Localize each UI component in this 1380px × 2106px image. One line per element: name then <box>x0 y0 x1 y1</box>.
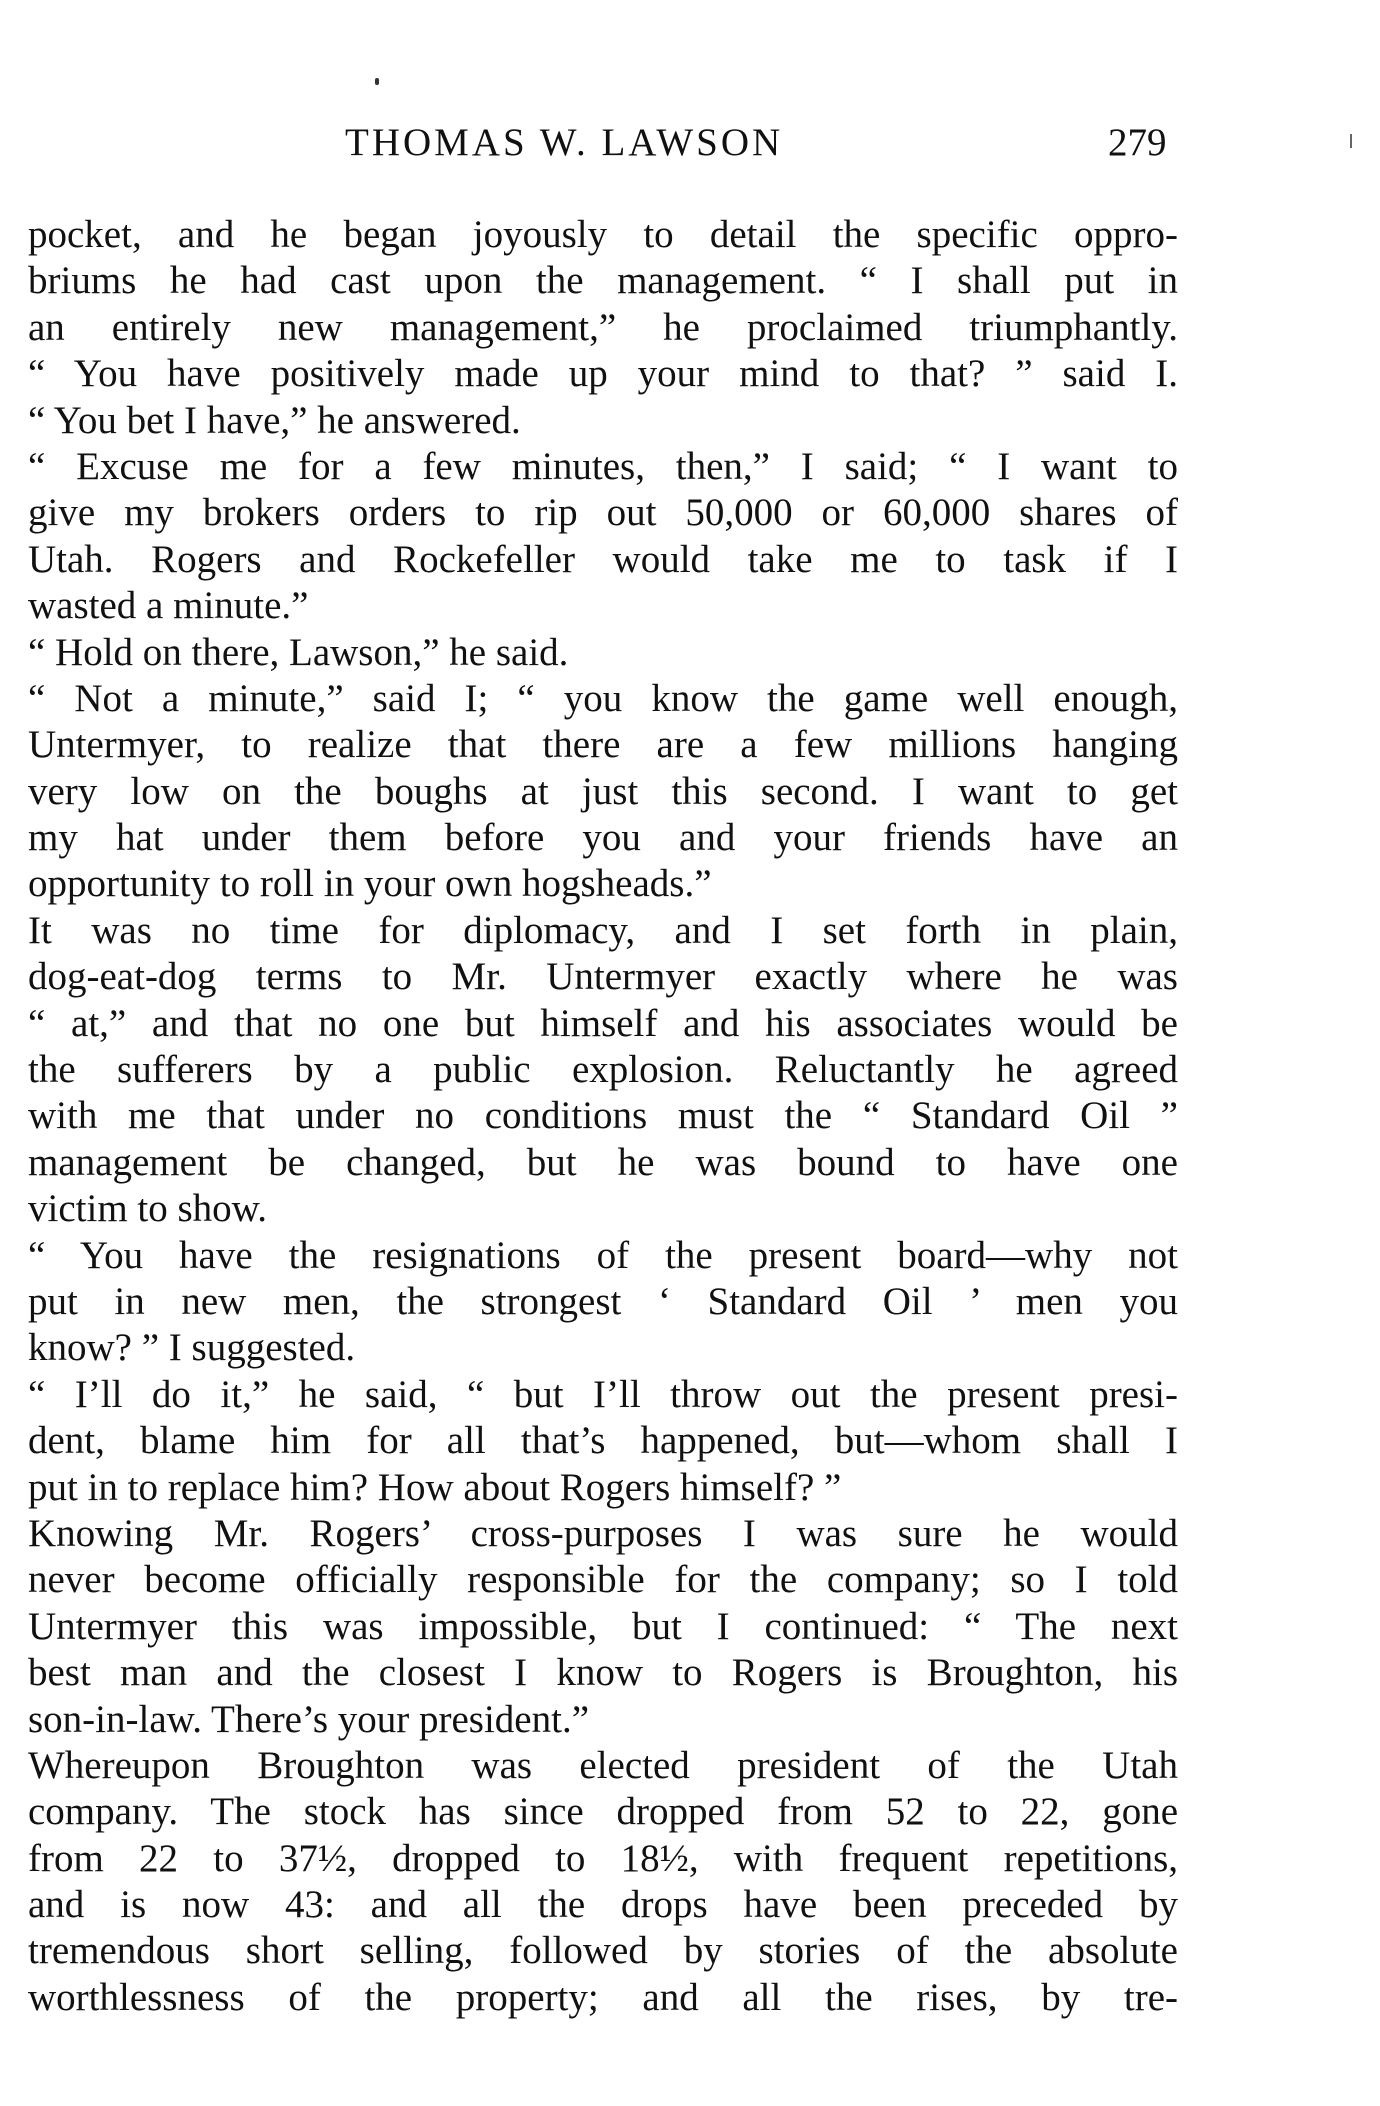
text-line: “ You bet I have,” he answered. <box>28 398 521 442</box>
text-line: an entirely new management,” he proclaimed triumphantly. <box>28 305 1178 349</box>
ink-mark <box>1350 134 1352 148</box>
text-line: my hat under them before you and your friends have an <box>28 816 1178 860</box>
text-line: give my brokers orders to rip out 50,000 or 60,000 shares of <box>28 491 1178 535</box>
text-line: Knowing Mr. Rogers’ cross-purposes I was sure he would <box>28 1511 1178 1555</box>
page-number: 279 <box>1108 121 1167 164</box>
text-line: dog-eat-dog terms to Mr. Untermyer exactly where he was <box>28 955 1178 999</box>
body-text <box>28 212 1178 2021</box>
text-line: “ You have the resignations of the present board—why not <box>28 1233 1178 1277</box>
text-line: the sufferers by a public explosion. Reluctantly he agreed <box>28 1048 1178 1092</box>
text-line: management be changed, but he was bound to have one <box>28 1140 1178 1184</box>
text-line: “ You have positively made up your mind to that? ” said I. <box>28 352 1178 396</box>
text-line: company. The stock has since dropped from 52 to 22, gone <box>28 1790 1178 1834</box>
text-line: It was no time for diplomacy, and I set forth in plain, <box>28 908 1178 952</box>
text-line: wasted a minute.” <box>28 584 309 628</box>
text-line: put in to replace him? How about Rogers himself? ” <box>28 1465 842 1509</box>
text-line: son-in-law. There’s your president.” <box>28 1697 590 1741</box>
text-line: “ Excuse me for a few minutes, then,” I said; “ I want to <box>28 444 1178 488</box>
text-line: pocket, and he began joyously to detail the specific oppro- <box>28 213 1178 256</box>
running-head: THOMAS W. LAWSON <box>345 121 784 164</box>
text-line: best man and the closest I know to Rogers is Broughton, his <box>28 1651 1178 1695</box>
text-line: put in new men, the strongest ‘ Standard Oil ’ men you <box>28 1279 1178 1323</box>
text-line: Untermyer, to realize that there are a few millions hanging <box>28 723 1178 767</box>
text-line: opportunity to roll in your own hogsheads.” <box>28 862 712 906</box>
text-line: Untermyer this was impossible, but I continued: “ The next <box>28 1604 1178 1648</box>
text-line: with me that under no conditions must the “ Standard Oil ” <box>28 1094 1178 1138</box>
text-line: “ Not a minute,” said I; “ you know the game well enough, <box>28 676 1178 720</box>
text-line: Whereupon Broughton was elected president of the Utah <box>28 1743 1178 1787</box>
text-line: from 22 to 37½, dropped to 18½, with frequent repetitions, <box>28 1836 1178 1880</box>
ink-speck <box>375 78 379 85</box>
text-line: and is now 43: and all the drops have been preceded by <box>28 1883 1178 1927</box>
text-line: “ at,” and that no one but himself and his associates would be <box>28 1001 1178 1045</box>
text-line: briums he had cast upon the management. “ I shall put in <box>28 259 1178 303</box>
text-line: “ Hold on there, Lawson,” he said. <box>28 630 569 674</box>
text-line: know? ” I suggested. <box>28 1326 356 1370</box>
text-line: “ I’ll do it,” he said, “ but I’ll throw out the present presi- <box>28 1372 1178 1416</box>
text-line: very low on the boughs at just this second. I want to get <box>28 769 1178 813</box>
text-line: worthlessness of the property; and all the rises, by tre- <box>28 1975 1178 2019</box>
text-line: never become officially responsible for the company; so I told <box>28 1558 1178 1602</box>
text-line: tremendous short selling, followed by stories of the absolute <box>28 1929 1178 1973</box>
text-line: victim to show. <box>28 1187 268 1231</box>
text-line: Utah. Rogers and Rockefeller would take me to task if I <box>28 537 1178 581</box>
text-line: dent, blame him for all that’s happened, but—whom shall I <box>28 1419 1178 1463</box>
